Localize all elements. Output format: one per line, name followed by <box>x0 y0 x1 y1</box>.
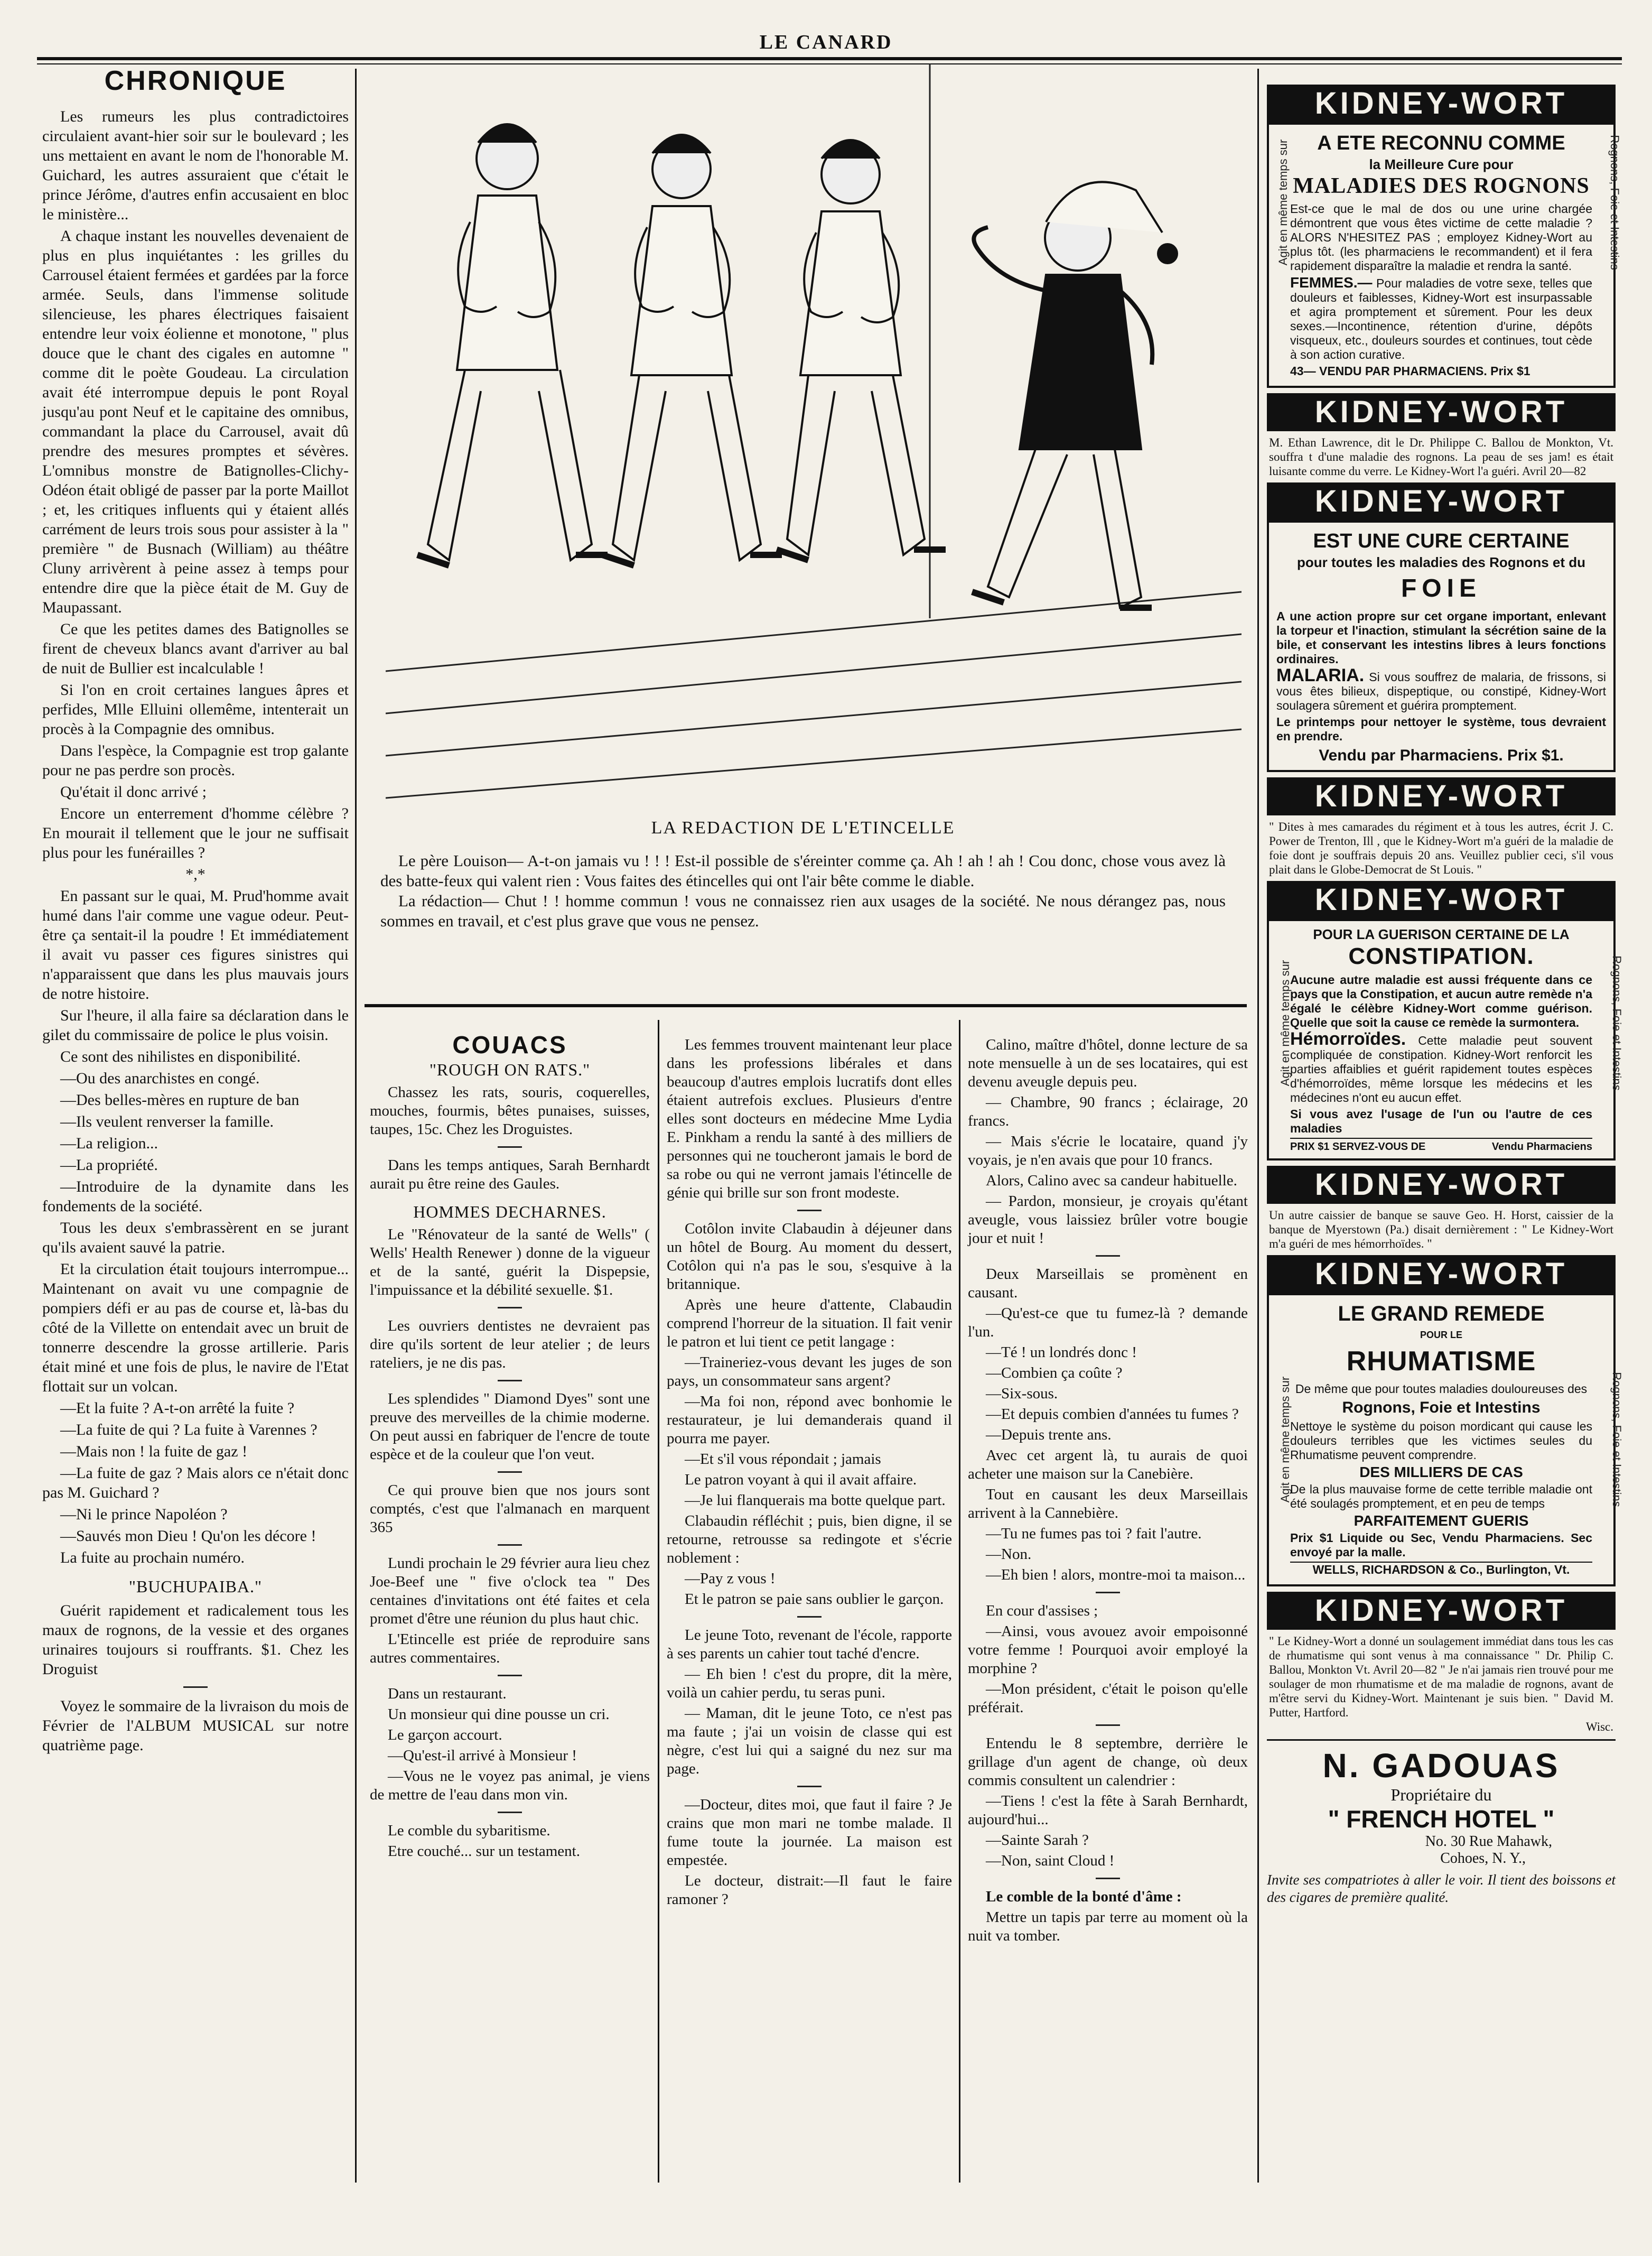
buchupaiba-title: "BUCHUPAIBA." <box>128 1577 263 1596</box>
calino-line: — Pardon, monsieur, je croyais qu'étant aveugle, vous laissiez brûler votre bougie jour et nuit ! <box>968 1193 1248 1247</box>
rough-on-rats-text: Chassez les rats, souris, coquerelles, mouches, fourmis, bêtes punaises, suisses, taupes, 15c. Chez les Droguistes. <box>370 1084 650 1138</box>
couacs-column <box>370 1031 650 1863</box>
marseillais-line: Avec cet argent là, tu aurais de quoi acheter une maison sur la Canebière. <box>968 1447 1248 1482</box>
marseillais-line: —Non. <box>986 1546 1032 1563</box>
sybaritisme-line: Etre couché... sur un testament. <box>388 1843 580 1860</box>
bonte-line: Mettre un tapis par terre au moment où la nuit va tomber. <box>968 1909 1248 1944</box>
septembre-line: —Tiens ! c'est la fête à Sarah Bernhardt, aujourd'hui... <box>968 1793 1248 1828</box>
chronique-paragraph: —La religion... <box>60 1135 158 1152</box>
bonte-line: Le comble de la bonté d'âme : <box>986 1888 1182 1905</box>
restaurant-line: —Qu'est-il arrivé à Monsieur ! <box>388 1747 577 1764</box>
marseillais-line: —Tu ne fumes pas toi ? fait l'autre. <box>986 1525 1202 1542</box>
gadouas-ad <box>1267 1746 1616 1906</box>
chronique-paragraph: —La fuite de qui ? La fuite à Varennes ? <box>60 1421 318 1438</box>
kidney-wort-banner: KIDNEY-WORT <box>1267 881 1616 919</box>
chronique-paragraph: —La propriété. <box>60 1156 158 1174</box>
calino-line: — Chambre, 90 francs ; éclairage, 20 francs. <box>968 1094 1248 1129</box>
joe-beef-text: Lundi prochain le 29 février aura lieu chez Joe-Beef une " five o'clock tea " Des centaines d'invitations ont été faites et cela promet d'être une réunion du plus haut chic. <box>370 1555 650 1627</box>
cartoon-illustration <box>386 63 1242 814</box>
column-rule <box>658 1020 659 2183</box>
separator <box>797 1210 822 1211</box>
assises-line: —Ainsi, vous avouez avoir empoisonné votre femme ! Pourquoi avoir employé la morphine ? <box>968 1623 1248 1677</box>
kidney-wort-banner: KIDNEY-WORT <box>1267 1592 1616 1630</box>
kidney-wort-banner: KIDNEY-WORT <box>1267 777 1616 815</box>
etincelle-text: L'Etincelle est priée de reproduire sans autres commentaires. <box>370 1631 650 1666</box>
separator <box>797 1786 822 1787</box>
couacs-title: COUACS <box>452 1031 567 1059</box>
toto-line: Le jeune Toto, revenant de l'école, rapporte à ses parents un cahier tout taché d'encre. <box>667 1627 952 1662</box>
ad-headline: FOIE <box>1401 574 1481 602</box>
malaria-text: Si vous souffrez de malaria, de frissons, si vous êtes bilieux, dispeptique, ou constipé, Kidney-Wort soulagera sûrement et guérira promptement. <box>1276 670 1607 712</box>
almanach-text: Ce qui prouve bien que nos jours sont comptés, c'est que l'almanach en marquent 365 <box>370 1482 650 1536</box>
column-rule <box>355 69 357 2183</box>
docteur-line: —Docteur, dites moi, que faut il faire ? Je crains que mon mari ne tombe malade. Il fume toute la journée. La maison est empestée. <box>667 1796 952 1869</box>
kidney-wort-ad-3 <box>1267 919 1623 1161</box>
ad-heading: LE GRAND REMEDE <box>1338 1302 1545 1325</box>
newspaper-masthead: LE CANARD <box>759 31 893 53</box>
ad-side-text-left: Agit en même temps sur <box>1276 139 1290 266</box>
chronique-paragraph: Les rumeurs les plus contradictoires circulaient avant-hier soir sur le boulevard ; les uns mettaient en avant le nom de l'honorable M. Guichard, les autres assuraient que c'était le prince Jérôme, d'autres enfin accusaient en bloc le ministère... <box>42 108 349 223</box>
chronique-paragraph: Ce sont des nihilistes en disponibilité. <box>60 1048 301 1065</box>
separator <box>183 1686 208 1688</box>
section-rule <box>365 1004 1247 1007</box>
docteur-line: Le docteur, distrait:—Il faut le faire ramoner ? <box>667 1872 952 1908</box>
separator <box>498 1307 522 1308</box>
ouvriers-dentistes-text: Les ouvriers dentistes ne devraient pas dire qu'ils sortent de leur atelier ; de leurs rateliers, je ne dis pas. <box>370 1317 650 1371</box>
ad-text <box>1290 1029 1593 1105</box>
buchupaiba-text: Guérit rapidement et radicalement tous les maux de rognons, de la vessie et des organes urinaires toujours si rouffrants. $1. Chez les Droguist <box>42 1602 349 1678</box>
ad-rule <box>1267 1739 1616 1741</box>
hommes-decharnes-text: Le "Rénovateur de la santé de Wells" ( Wells' Health Renewer ) donne de la vigueur et de la santé, guérit la Dispepsie, l'impuissance et la débilité sexuelle. $1. <box>370 1226 650 1298</box>
marseillais-line: —Combien ça coûte ? <box>986 1364 1123 1381</box>
chronique-paragraph: Si l'on en croit certaines langues âpres et perfides, Mlle Elluini ollemême, intenterait un procès à la Compagnie des omnibus. <box>42 681 349 738</box>
chronique-paragraph: —Ils veulent renverser la famille. <box>60 1113 274 1130</box>
restaurant-line: Dans un restaurant. <box>388 1685 507 1702</box>
column-rule <box>959 1020 960 2183</box>
diamond-dyes-text: Les splendides " Diamond Dyes" sont une preuve des merveilles de la chimie moderne. On peut aussi en fabriquer de l'encre de toute espèce et de la couleur que l'on veut. <box>370 1390 650 1463</box>
ad-side-text-right: Rognons, Foie et Intestins <box>1610 1372 1623 1507</box>
ad-text: De même que pour toutes maladies douloureuses des <box>1295 1382 1588 1396</box>
chronique-paragraph: —Ou des anarchistes en congé. <box>60 1070 260 1087</box>
testimonial-power: " Dites à mes camarades du régiment et à tous les autres, écrit J. C. Power de Trenton, Ill , que le Kidney-Wort m'a guéri de la maladie de foie dont je souffrais depuis 20 ans. Veuillez publier ceci, s'il vous plait dans le Globe-Democrat de St Louis. " <box>1269 820 1613 876</box>
chronique-paragraph: Dans l'espèce, la Compagnie est trop galante pour ne pas perdre son procès. <box>42 742 349 779</box>
femmes-text: Les femmes trouvent maintenant leur place dans les professions libérales et dans beaucoup d'autres emplois lucratifs dont elles étaient autrefois exclues. Plusieurs d'entre elles sont docteurs en médecine Mme Lydia E. Pinkham a rendu la santé à des milliers de personnes qui ne toucheront jamais le bord de sa robe ou qui ne verront jamais l'étincelle de génie qui brille sur son front modeste. <box>667 1036 952 1201</box>
kidney-wort-ad-4 <box>1267 1293 1623 1586</box>
septembre-line: Entendu le 8 septembre, derrière le grillage d'un agent de change, où deux commis consultent un calendrier : <box>968 1735 1248 1789</box>
ad-gueris: PARFAITEMENT GUERIS <box>1354 1512 1529 1529</box>
ad-text: De la plus mauvaise forme de cette terrible maladie ont été soulagés promptement, et en peu de temps <box>1290 1482 1592 1510</box>
marseillais-line: —Depuis trente ans. <box>986 1426 1112 1443</box>
ad-subheading: pour toutes les maladies des Rognons et du <box>1296 554 1586 570</box>
separator <box>498 1146 522 1148</box>
column-four <box>968 1036 1248 1947</box>
ad-box <box>1267 123 1621 388</box>
ad-heading: A ETE RECONNU COMME <box>1317 132 1565 154</box>
chronique-paragraph: —Introduire de la dynamite dans les fondements de la société. <box>42 1178 349 1215</box>
cartoon-drawing <box>386 63 1242 814</box>
testimonial-lawrence: M. Ethan Lawrence, dit le Dr. Philippe C. Ballou de Monkton, Vt. souffra t d'une maladie des rognons. La peau de ses jam! es était luisante comme du verre. Le Kidney-Wort l'a guéri. Avril 20—82 <box>1269 436 1613 478</box>
chronique-paragraph: La fuite au prochain numéro. <box>60 1549 245 1566</box>
ad-side-text-right: Rognons, Foie et Intestins <box>1608 135 1621 270</box>
toto-line: — Maman, dit le jeune Toto, ce n'est pas ma faute ; j'ai un voisin de classe qui est nègre, c'est lui qui a saigné du nez sur ma page. <box>667 1705 952 1777</box>
hemorroides-text: Cette maladie peut souvent compliquée de constipation. Kidney-Wort renforcit les parties affaiblies et guérit rapidement toutes espèces d'hémorroïdes, même lorsque les médecins et les médecines n'ont eu aucun effet. <box>1290 1034 1593 1104</box>
ad-heading: POUR LA GUERISON CERTAINE DE LA <box>1313 926 1570 942</box>
ad-headline: RHUMATISME <box>1346 1346 1536 1377</box>
ad-text: Prix $1 Liquide ou Sec, Vendu Pharmaciens. Sec envoyé par la malle. <box>1290 1531 1592 1559</box>
marseillais-line: —Qu'est-ce que tu fumez-là ? demande l'un. <box>968 1305 1248 1340</box>
kidney-wort-banner: KIDNEY-WORT <box>1267 393 1616 431</box>
kidney-wort-banner: KIDNEY-WORT <box>1267 482 1616 521</box>
marseillais-line: —Eh bien ! alors, montre-moi ta maison... <box>986 1566 1246 1583</box>
ad-side-text-right: Rognons, Foie et Intestins <box>1610 955 1623 1091</box>
gadouas-hotel: " FRENCH HOTEL " <box>1328 1805 1555 1833</box>
illustration-legend <box>380 851 1226 931</box>
restaurant-line: —Vous ne le voyez pas animal, je viens de mettre de l'eau dans mon vin. <box>370 1768 650 1803</box>
ad-headline: CONSTIPATION. <box>1348 943 1534 969</box>
ad-side-text-left: Agit en même temps sur <box>1278 960 1292 1087</box>
section-stars: *,* <box>185 866 206 883</box>
testimonial-location: Wisc. <box>1585 1720 1613 1733</box>
ad-text: Est-ce que le mal de dos ou une urine chargée démontrent que vous êtes victime de cette maladie ? ALORS N'HESITEZ PAS ; employez Kidney-Wort au plus tôt. (les pharmaciens le recommandent) et il fera rapidement disparaître la maladie et rendra la santé. <box>1290 202 1592 273</box>
ad-headline: MALADIES DES ROGNONS <box>1293 174 1590 198</box>
separator <box>498 1675 522 1676</box>
assises-line: —Mon président, c'était le poison qu'elle préférait. <box>968 1681 1248 1716</box>
ad-text <box>1276 665 1607 713</box>
chronique-paragraph: Sur l'heure, il alla faire sa déclaration dans le gilet du commissaire de police le plus voisin. <box>42 1007 349 1044</box>
ad-side-text-left: Agit en même temps sur <box>1278 1376 1292 1503</box>
ad-footer-left: PRIX $1 SERVEZ-VOUS DE <box>1290 1141 1426 1153</box>
chronique-paragraph: —La fuite de gaz ? Mais alors ce n'était donc pas M. Guichard ? <box>42 1464 349 1501</box>
septembre-line: —Sainte Sarah ? <box>986 1832 1089 1849</box>
ad-text: Si vous avez l'usage de l'un ou l'autre de ces maladies <box>1290 1107 1592 1135</box>
gadouas-address: No. 30 Rue Mahawk, <box>1425 1833 1552 1850</box>
illustration-caption: LA REDACTION DE L'ETINCELLE <box>651 818 955 838</box>
kidney-wort-banner: KIDNEY-WORT <box>1267 1255 1616 1293</box>
chronique-paragraph: A chaque instant les nouvelles devenaient de plus en plus inquiétantes : les grilles du Carrousel étaient fermées et gardées par la force armée. Seuls, dans l'immense solitude silencieuse, les phares électriques faisaient entendre leur voix éolienne et monotone, " plus douce que le chant des cigales en automne " comme dit le poète Goudeau. La circulation avait été interrompue depuis le pont Royal jusqu'au pont Neuf et le capitaine des omnibus, commandant la place du Carrousel, avait dû prendre des mesures promptes et sévères. L'omnibus monstre de Batignolles-Clichy-Odéon était obligé de passer par la porte Maillot ; et, les critiques influents qui y étaient allés carrément de leurs trois sous pour assister à la " première " de Busnach (William) au théâtre Cluny arrivèrent à peine assez à temps pour entendre dire que la pièce était de M. Guy de Maupassant. <box>42 227 349 616</box>
gadouas-city: Cohoes, N. Y., <box>1440 1850 1526 1867</box>
gadouas-name: N. GADOUAS <box>1322 1747 1560 1785</box>
ad-subheading: la Meilleure Cure pour <box>1369 156 1514 172</box>
restaurant-line: Un monsieur qui dine pousse un cri. <box>388 1706 610 1723</box>
album-musical-text: Voyez le sommaire de la livraison du mois de Février de l'ALBUM MUSICAL sur notre quatrième page. <box>42 1697 349 1754</box>
ad-manufacturer: WELLS, RICHARDSON & Co., Burlington, Vt. <box>1290 1562 1592 1577</box>
ad-text: Le printemps pour nettoyer le système, tous devraient en prendre. <box>1276 715 1606 743</box>
chronique-column <box>42 66 349 1757</box>
chronique-paragraph: —Ni le prince Napoléon ? <box>60 1506 228 1523</box>
chronique-paragraph: —Sauvés mon Dieu ! Qu'on les décore ! <box>60 1527 316 1545</box>
sybaritisme-line: Le comble du sybaritisme. <box>388 1822 550 1839</box>
calino-line: — Mais s'écrie le locataire, quand j'y voyais, je n'en avais que pour 10 francs. <box>968 1133 1248 1168</box>
ad-text: Nettoye le système du poison mordicant qui cause les douleurs terribles que les victimes seules du Rhumatisme peuvent comprendre. <box>1290 1419 1592 1462</box>
cotolon-line: —Pay z vous ! <box>685 1570 776 1587</box>
ad-text: Aucune autre maladie est aussi fréquente dans ce pays que la Constipation, et aucun autre remède n'a égalé le célèbre Kidney-Wort comme guérison. Quelle que soit la cause ce remède la surmontera. <box>1290 973 1592 1029</box>
calino-line: Calino, maître d'hôtel, donne lecture de sa note mensuelle à un de ses locataires, qui est devenu aveugle depuis peu. <box>968 1036 1248 1090</box>
kidney-wort-banner: KIDNEY-WORT <box>1267 1166 1616 1204</box>
ad-footer-right: Vendu Pharmaciens <box>1491 1141 1592 1153</box>
cotolon-line: —Je lui flanquerais ma botte quelque part. <box>685 1492 946 1509</box>
cotolon-line: Clabaudin réfléchit ; puis, bien digne, il se retourne, retrousse sa redingote et s'écrie noblement : <box>667 1512 952 1566</box>
toto-line: — Eh bien ! c'est du propre, dit la mère, voilà un cahier perdu, tu seras puni. <box>667 1666 952 1701</box>
hemorroides-label: Hémorroïdes. <box>1290 1029 1406 1049</box>
cotolon-line: Après une heure d'attente, Clabaudin comprend l'horreur de la situation. Il fait venir le patron et lui tient ce petit langage : <box>667 1296 952 1350</box>
separator <box>498 1471 522 1473</box>
cotolon-line: Cotôlon invite Clabaudin à déjeuner dans un hôtel de Bourg. Au moment du dessert, Cotôlon qui n'a pas le sou, s'esquive à la britannique. <box>667 1220 952 1293</box>
separator <box>797 1616 822 1618</box>
cotolon-line: Et le patron se paie sans oublier le garçon. <box>685 1591 944 1608</box>
marseillais-line: —Té ! un londrés donc ! <box>986 1344 1137 1361</box>
ad-heading: EST UNE CURE CERTAINE <box>1313 530 1570 552</box>
chronique-paragraph: Et la circulation était toujours interrompue... Maintenant on avait vu une compagnie de pompiers défi er au pas de course et, là-bas du côté de la Villette on entendait avec un bruit de tonnerre descendre la grosse artillerie. Paris était miné et une fois de plus, le navire de l'Etat flottait sur un volcan. <box>42 1260 349 1395</box>
chronique-title: CHRONIQUE <box>104 66 287 96</box>
marseillais-line: Tout en causant les deux Marseillais arrivent à la Cannebière. <box>968 1486 1248 1521</box>
cotolon-line: —Traineriez-vous devant les juges de son pays, un consommateur sans argent? <box>667 1354 952 1389</box>
separator <box>1096 1724 1120 1726</box>
legend-redaction: La rédaction— Chut ! ! homme commun ! vous ne connaissez rien aux usages de la société. Ne nous dérangez pas, nous sommes en travail, et c'est plus grave que vous ne pensez. <box>380 892 1226 930</box>
separator <box>498 1812 522 1813</box>
testimonial-ballou-putter: " Le Kidney-Wort a donné un soulagement immédiat dans tous les cas de rhumatisme qui sont venus à ma connaissance " Dr. Philip C. Ballou, Monkton Vt. Avril 20—82 " Je n'ai jamais rien trouvé pour me soulager de mon rhumatisme et de ma maladie de rognons, avant de m'être servi du Kidney-Wort. Maintenant je suis bien. " David M. Putter, Hartford. <box>1269 1635 1613 1719</box>
gadouas-invite: Invite ses compatriotes à aller le voir. Il tient des boissons et des cigares de première qualité. <box>1267 1872 1616 1905</box>
separator <box>1096 1878 1120 1879</box>
separator <box>1096 1592 1120 1593</box>
kidney-wort-ad-2 <box>1267 521 1616 772</box>
chronique-paragraph: Ce que les petites dames des Batignolles se firent de cheveux blancs avant d'arriver au bal de nuit de Bullier est incalculable ! <box>42 620 349 677</box>
kidney-wort-ad-1 <box>1267 85 1621 388</box>
kidney-wort-banner: KIDNEY-WORT <box>1267 85 1616 123</box>
cotolon-line: —Et s'il vous répondait ; jamais <box>685 1451 881 1468</box>
hommes-decharnes-title: HOMMES DECHARNES. <box>413 1202 606 1221</box>
chronique-paragraph: Encore un enterrement d'homme célèbre ? En mourait il tellement que le jour ne suffisait plus pour les funérailles ? <box>42 805 349 861</box>
ad-text: A une action propre sur cet organe important, enlevant la torpeur et l'inaction, stimulant la sécrétion saine de la bile, et conservant les intestins libres à leurs fonctions ordinaires. <box>1276 609 1606 666</box>
chronique-paragraph: —Et la fuite ? A-t-on arrêté la fuite ? <box>60 1399 295 1417</box>
separator <box>498 1544 522 1546</box>
ad-milliers: DES MILLIERS DE CAS <box>1359 1464 1523 1480</box>
chronique-paragraph: Qu'était il donc arrivé ; <box>60 783 207 801</box>
marseillais-line: —Six-sous. <box>986 1385 1058 1402</box>
chronique-paragraph: En passant sur le quai, M. Prud'homme avait humé dans l'air comme une vague odeur. Peut-être ça sentait-il la poudre ! Et immédiatement il avait vu passer ces figures sinistres qui n'apparaissent que dans les plus mauvais jours de notre histoire. <box>42 887 349 1002</box>
calino-line: Alors, Calino avec sa candeur habituelle. <box>986 1172 1237 1189</box>
cotolon-line: —Ma foi non, répond avec bonhomie le restaurateur, je lui demanderais quand il pourra me payer. <box>667 1393 952 1447</box>
separator <box>498 1380 522 1381</box>
column-rule <box>1257 69 1259 2183</box>
ad-price: Vendu par Pharmaciens. Prix $1. <box>1319 747 1564 764</box>
chronique-paragraph: —Des belles-mères en rupture de ban <box>60 1091 300 1109</box>
marseillais-line: Deux Marseillais se promènent en causant. <box>968 1266 1248 1301</box>
gadouas-proprietaire: Propriétaire du <box>1390 1785 1492 1804</box>
sarah-bernhardt-text: Dans les temps antiques, Sarah Bernhardt aurait pu être reine des Gaules. <box>370 1157 650 1192</box>
ad-subheading: POUR LE <box>1420 1330 1462 1340</box>
assises-line: En cour d'assises ; <box>986 1602 1098 1619</box>
restaurant-line: Le garçon accourt. <box>388 1726 502 1743</box>
cotolon-line: Le patron voyant à qui il avait affaire. <box>685 1471 917 1488</box>
malaria-label: MALARIA. <box>1276 665 1365 685</box>
marseillais-line: —Et depuis combien d'années tu fumes ? <box>986 1406 1239 1423</box>
column-three <box>667 1036 952 1911</box>
legend-pere-louison: Le père Louison— A-t-on jamais vu ! ! ! Est-il possible de s'éreinter comme ça. Ah ! ah ! ah ! Cou donc, chose vous avez là des batte-feux qui valent rien : Vous faites des étincelles qui ont l'air bête comme le diable. <box>380 851 1226 890</box>
ad-organs: Rognons, Foie et Intestins <box>1342 1399 1541 1416</box>
chronique-paragraph: Tous les deux s'embrassèrent en se jurant qu'ils avaient sauvé la patrie. <box>42 1219 349 1256</box>
chronique-paragraph: —Mais non ! la fuite de gaz ! <box>60 1443 248 1460</box>
advertisement-column <box>1267 85 1623 1906</box>
femmes-text: Pour maladies de votre sexe, telles que douleurs et faiblesses, Kidney-Wort est insurpassable et agira promptement et sûrement. Pour les deux sexes.—Incontinence, rétention d'urine, dépôts visqueux, etc., douleurs sourdes et continues, tout cède à son action curative. <box>1290 276 1592 361</box>
septembre-line: —Non, saint Cloud ! <box>986 1852 1115 1869</box>
ad-text <box>1290 275 1592 362</box>
ad-footer <box>1290 1138 1592 1153</box>
femmes-label: FEMMES.— <box>1290 274 1373 291</box>
ad-vendu: 43— VENDU PAR PHARMACIENS. Prix $1 <box>1290 364 1530 378</box>
rough-on-rats-title: "ROUGH ON RATS." <box>429 1060 591 1079</box>
testimonial-horst: Un autre caissier de banque se sauve Geo. H. Horst, caissier de la banque de Myerstown (Pa.) disait dernièrement : " Le Kidney-Wort m'a guéri de mes hémorrhoïdes. " <box>1269 1209 1613 1250</box>
separator <box>1096 1255 1120 1257</box>
